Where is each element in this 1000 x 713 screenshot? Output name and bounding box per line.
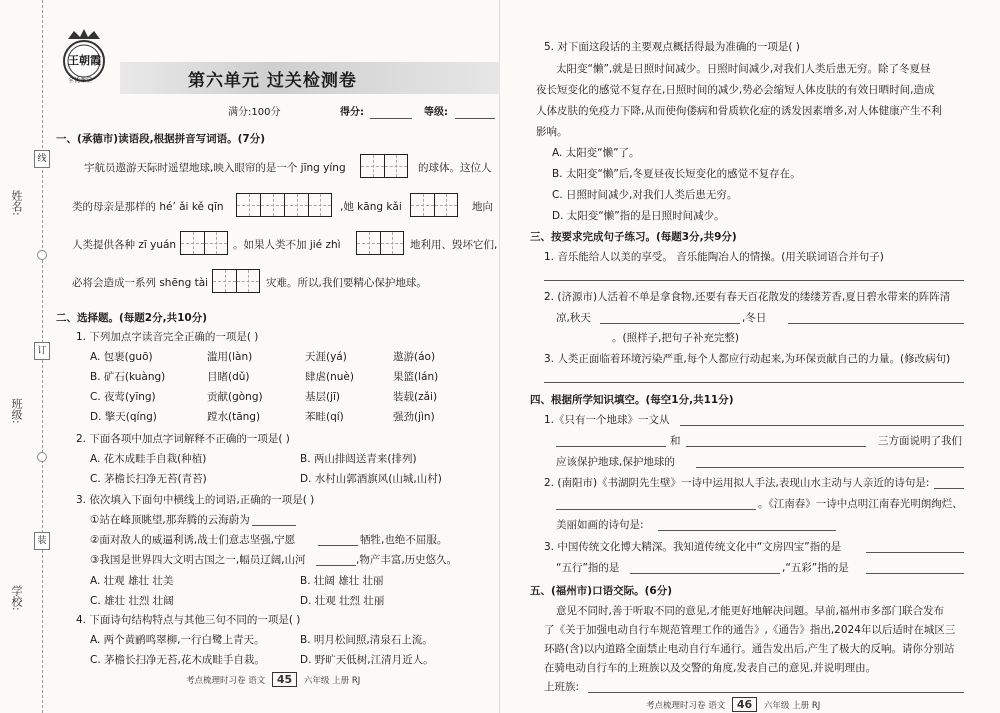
q4-option-b[interactable]: B. 明月松间照,清泉石上流。 (300, 634, 433, 646)
sec4-q2-blank-1[interactable] (934, 488, 964, 489)
sec4-q1-blank-2[interactable] (556, 446, 666, 447)
binding-tab-bottom: 装 (34, 532, 50, 550)
q4-option-a[interactable]: A. 两个黄鹂鸣翠柳,一行白鹭上青天。 (90, 634, 265, 646)
section-3-heading: 三、按要求完成句子练习。(每题3分,共9分) (530, 231, 737, 243)
q5-option-c[interactable]: C. 日照时间减少,对我们人类后患无穷。 (552, 189, 738, 201)
q1-option-d3: 苯畦(qí) (305, 411, 344, 423)
tianzige-ziyuan[interactable] (180, 231, 228, 255)
sec4-q2-jiangnan: 。《江南春》一诗中点明江南春光明朗绚烂、 (758, 498, 963, 510)
page-title: 第六单元 过关检测卷 (188, 71, 357, 91)
q1-option-a1[interactable]: A. 包裹(guō) (90, 351, 153, 363)
sec1-line3-end: 地利用、毁坏它们, (410, 239, 498, 251)
q1-option-d1[interactable]: D. 擎天(qíng) (90, 411, 157, 423)
q1-option-b3: 肆虐(nuè) (305, 371, 354, 383)
q3-blank-1[interactable] (252, 525, 296, 526)
sec1-line1-text: 宇航员遨游天际时遥望地球,映入眼帘的是一个 jīng yíng (84, 162, 346, 174)
q1-option-c1[interactable]: C. 夜莺(yīng) (90, 391, 156, 403)
name-label: 姓名: (10, 190, 23, 216)
sec4-q1-line2: 应该保护地球,保护地球的 (556, 456, 675, 468)
q5-passage-line-2: 夜长短变化的感觉不复存在,日照时间的减少,势必会缩短人体皮肤的有效日晒时间,造成 (536, 84, 935, 96)
q1-option-c2: 贡献(gòng) (207, 391, 263, 403)
tianzige-jiezhi[interactable] (356, 231, 404, 255)
q5-prompt: 5. 对下面这段话的主要观点概括得最为准确的一项是( ) (544, 41, 800, 53)
q2-option-b[interactable]: B. 两山排闼送青来(排列) (300, 453, 417, 465)
sec3-q3-answer-line[interactable] (544, 382, 964, 383)
left-page-number: 45 (272, 672, 297, 687)
score-field[interactable] (370, 118, 412, 119)
tianzige-kangkai[interactable] (410, 193, 458, 217)
sec4-q2-blank-2[interactable] (556, 509, 756, 510)
sec3-q2-winter: ,冬日 (742, 312, 767, 324)
binding-hole-icon (37, 452, 47, 462)
sec5-passage-line-4: 在骑电动自行车的上班族以及交警的角度,发表自己的意见,并说明理由。 (544, 662, 877, 674)
q3-option-c[interactable]: C. 雄壮 壮烈 壮阔 (90, 595, 174, 607)
q2-option-a[interactable]: A. 花木成畦手自栽(种植) (90, 453, 207, 465)
sec4-q1-blank-1[interactable] (680, 425, 964, 426)
grade-label: 等级: (424, 107, 448, 118)
q1-option-b1[interactable]: B. 矿石(kuàng) (90, 371, 166, 383)
sec4-q3-wucai: ,“五彩”指的是 (782, 562, 849, 574)
score-label: 得分: (340, 107, 364, 118)
q2-option-d[interactable]: D. 水村山郭酒旗风(山城,山村) (300, 473, 442, 485)
q1-option-c4: 装载(zǎi) (393, 391, 438, 403)
sec4-q1-blank-3[interactable] (686, 446, 866, 447)
sec1-line2-text: 类的母亲是那样的 hé’ ǎi kě qīn (72, 201, 224, 213)
q1-option-a2: 滥用(làn) (207, 351, 253, 363)
tianzige-jingying[interactable] (360, 154, 408, 178)
tianzige-shengtai[interactable] (212, 269, 260, 293)
full-score: 满分:100分 (228, 107, 281, 118)
sec3-q1-answer-line[interactable] (544, 280, 964, 281)
q1-option-d2: 蹚水(tāng) (207, 411, 261, 423)
q3-option-d[interactable]: D. 壮观 壮烈 壮丽 (300, 595, 385, 607)
q3-blank-2[interactable] (318, 545, 358, 546)
q3-sentence-3: ③我国是世界四大文明古国之一,幅员辽阔,山河 (90, 554, 306, 566)
q2-option-c[interactable]: C. 茅檐长扫净无苔(青苔) (90, 473, 207, 485)
right-footer (646, 697, 820, 712)
q5-passage-line-3: 人体皮肤的免疫力下降,从而使佝偻病和骨质软化症的诱发因素增多,对人体健康产生不利 (536, 105, 942, 117)
sec3-q2-blank-winter[interactable] (788, 323, 964, 324)
sec4-q1-end: 三方面说明了我们 (878, 435, 962, 447)
q3-option-b[interactable]: B. 壮阔 雄壮 壮丽 (300, 575, 384, 587)
section-4-heading: 四、根据所学知识填空。(每空1分,共11分) (530, 394, 734, 406)
sec1-line1-end: 的球体。这位人 (418, 162, 492, 174)
right-footer-series: 考点梳理时习卷 语文 (646, 701, 726, 711)
q4-prompt: 4. 下面诗句结构特点与其他三句不同的一项是( ) (76, 614, 301, 626)
sec4-q2-text: 2. (南阳市)《书湖阴先生壁》一诗中运用拟人手法,表现山水主动与人亲近的诗句是: (544, 477, 930, 489)
sec3-q2-text: 2. (济源市)人活着不单是拿食物,还要有春天百花散发的缕缕芳香,夏日碧水带来的阵阵清 (544, 291, 951, 303)
q1-option-c3: 基层(jī) (305, 391, 341, 403)
sec3-q2-autumn: 凉,秋天 (556, 312, 591, 324)
binding-tab-top: 线 (34, 150, 50, 168)
sec4-q1-start: 1.《只有一个地球》一文从 (544, 414, 670, 426)
q3-sentence-3-end: ,物产丰富,历史悠久。 (356, 554, 458, 566)
sec4-q2-line3: 美丽如画的诗句是: (556, 519, 644, 531)
sec5-passage-line-1: 意见不同时,善于听取不同的意见,才能更好地解决问题。早前,福州市多部门联合发布 (556, 605, 945, 617)
q4-option-d[interactable]: D. 野旷天低树,江清月近人。 (300, 654, 434, 666)
q5-option-b[interactable]: B. 太阳变“懒”后,冬夏昼夜长短变化的感觉不复存在。 (552, 168, 801, 180)
sec5-passage-line-2: 了《关于加强电动自行车规范管理工作的通告》,《通告》指出,2024年以后适时在城区三 (544, 624, 956, 636)
brand-logo (58, 27, 110, 85)
right-page-number: 46 (732, 697, 757, 712)
right-footer-grade: 六年级 上册 RJ (763, 701, 821, 711)
section-5-heading: 五、(福州市)口语交际。(6分) (530, 585, 673, 597)
binding-tab-mid: 订 (34, 342, 50, 360)
class-label: 班级: (10, 398, 23, 424)
sec5-answer-line[interactable] (588, 692, 964, 693)
sec4-q3-text: 3. 中国传统文化博大精深。我知道传统文化中“文房四宝”指的是 (544, 541, 842, 553)
school-label: 学校: (10, 585, 23, 611)
sec3-q3: 3. 人类正面临着环境污染严重,每个人都应行动起来,为环保贡献自己的力量。(修改病句) (544, 353, 951, 365)
q5-passage-line-1: 太阳变“懒”,就是日照时间减少。日照时间减少,对我们人类后患无穷。除了冬夏昼 (556, 63, 931, 75)
sec3-q2-instruction: 。(照样子,把句子补充完整) (612, 332, 740, 344)
q3-sentence-2: ②面对敌人的威逼利诱,战士们意志坚强,宁愿 (90, 534, 296, 546)
right-page (500, 0, 1000, 713)
sec3-q2-blank-autumn[interactable] (600, 323, 740, 324)
sec1-line3-mid: 。如果人类不加 jié zhì (233, 239, 341, 251)
q1-option-d4: 强劲(jìn) (393, 411, 435, 423)
logo-sub-text: 全优课堂 (68, 77, 93, 84)
sec4-q2-blank-3[interactable] (658, 530, 836, 531)
section-2-heading: 二、选择题。(每题2分,共10分) (56, 312, 208, 324)
q1-option-b4: 果篮(lán) (393, 371, 439, 383)
q5-passage-line-4: 影响。 (536, 126, 568, 138)
tianzige-heaikeqin[interactable] (236, 193, 332, 217)
q5-option-d[interactable]: D. 太阳变“懒”指的是日照时间减少。 (552, 210, 725, 222)
logo-brand-text: 王朝霞 (68, 54, 101, 67)
sec4-q3-blank-3[interactable] (866, 573, 964, 574)
q1-prompt: 1. 下列加点字读音完全正确的一项是( ) (76, 331, 259, 343)
q3-option-a[interactable]: A. 壮观 雄壮 壮美 (90, 575, 174, 587)
left-footer-series: 考点梳理时习卷 语文 (186, 676, 266, 686)
sec5-passage-line-3: 环路(含)以内道路全面禁止电动自行车通行。通告发出后,产生了极大的反响。请你分别站 (544, 643, 955, 655)
q3-sentence-1: ①站在峰顶眺望,那奔腾的云海蔚为 (90, 514, 250, 526)
left-footer (186, 672, 360, 687)
sec4-q3-blank-2[interactable] (630, 573, 780, 574)
q1-option-a4: 遨游(áo) (393, 351, 436, 363)
q2-prompt: 2. 下面各项中加点字词解释不正确的一项是( ) (76, 433, 290, 445)
q3-blank-3[interactable] (316, 565, 356, 566)
sec5-answer-label: 上班族: (544, 681, 580, 693)
sec3-q1: 1. 音乐能给人以美的享受。 音乐能陶冶人的情操。(用关联词语合并句子) (544, 251, 884, 263)
q1-option-b2: 目睹(dǔ) (207, 371, 250, 383)
sec4-q1-and: 和 (670, 435, 681, 447)
q3-prompt: 3. 依次填入下面句中横线上的词语,正确的一项是( ) (76, 494, 315, 506)
q1-option-a3: 天涯(yá) (305, 351, 347, 363)
sec4-q1-blank-4[interactable] (696, 467, 964, 468)
sec1-line4-text: 必将会造成一系列 shēng tài (72, 277, 209, 289)
sec1-line2-end: 地向 (472, 201, 493, 213)
q4-option-c[interactable]: C. 茅檐长扫净无苔,花木成畦手自栽。 (90, 654, 265, 666)
q5-option-a[interactable]: A. 太阳变“懒”了。 (552, 147, 640, 159)
sec1-line3-text: 人类提供各种 zī yuán (72, 239, 177, 251)
left-footer-grade: 六年级 上册 RJ (303, 676, 361, 686)
binding-hole-icon (37, 250, 47, 260)
sec4-q3-wuxing: “五行”指的是 (556, 562, 620, 574)
grade-field[interactable] (455, 118, 495, 119)
q3-sentence-2-end: 牺牲,也绝不屈服。 (360, 534, 448, 546)
sec1-line2-mid: ,她 kāng kǎi (340, 201, 402, 213)
sec4-q3-blank-1[interactable] (866, 552, 964, 553)
sec1-line4-end: 灾难。所以,我们要精心保护地球。 (266, 277, 427, 289)
section-1-heading: 一、(承德市)读语段,根据拼音写词语。(7分) (56, 133, 265, 145)
